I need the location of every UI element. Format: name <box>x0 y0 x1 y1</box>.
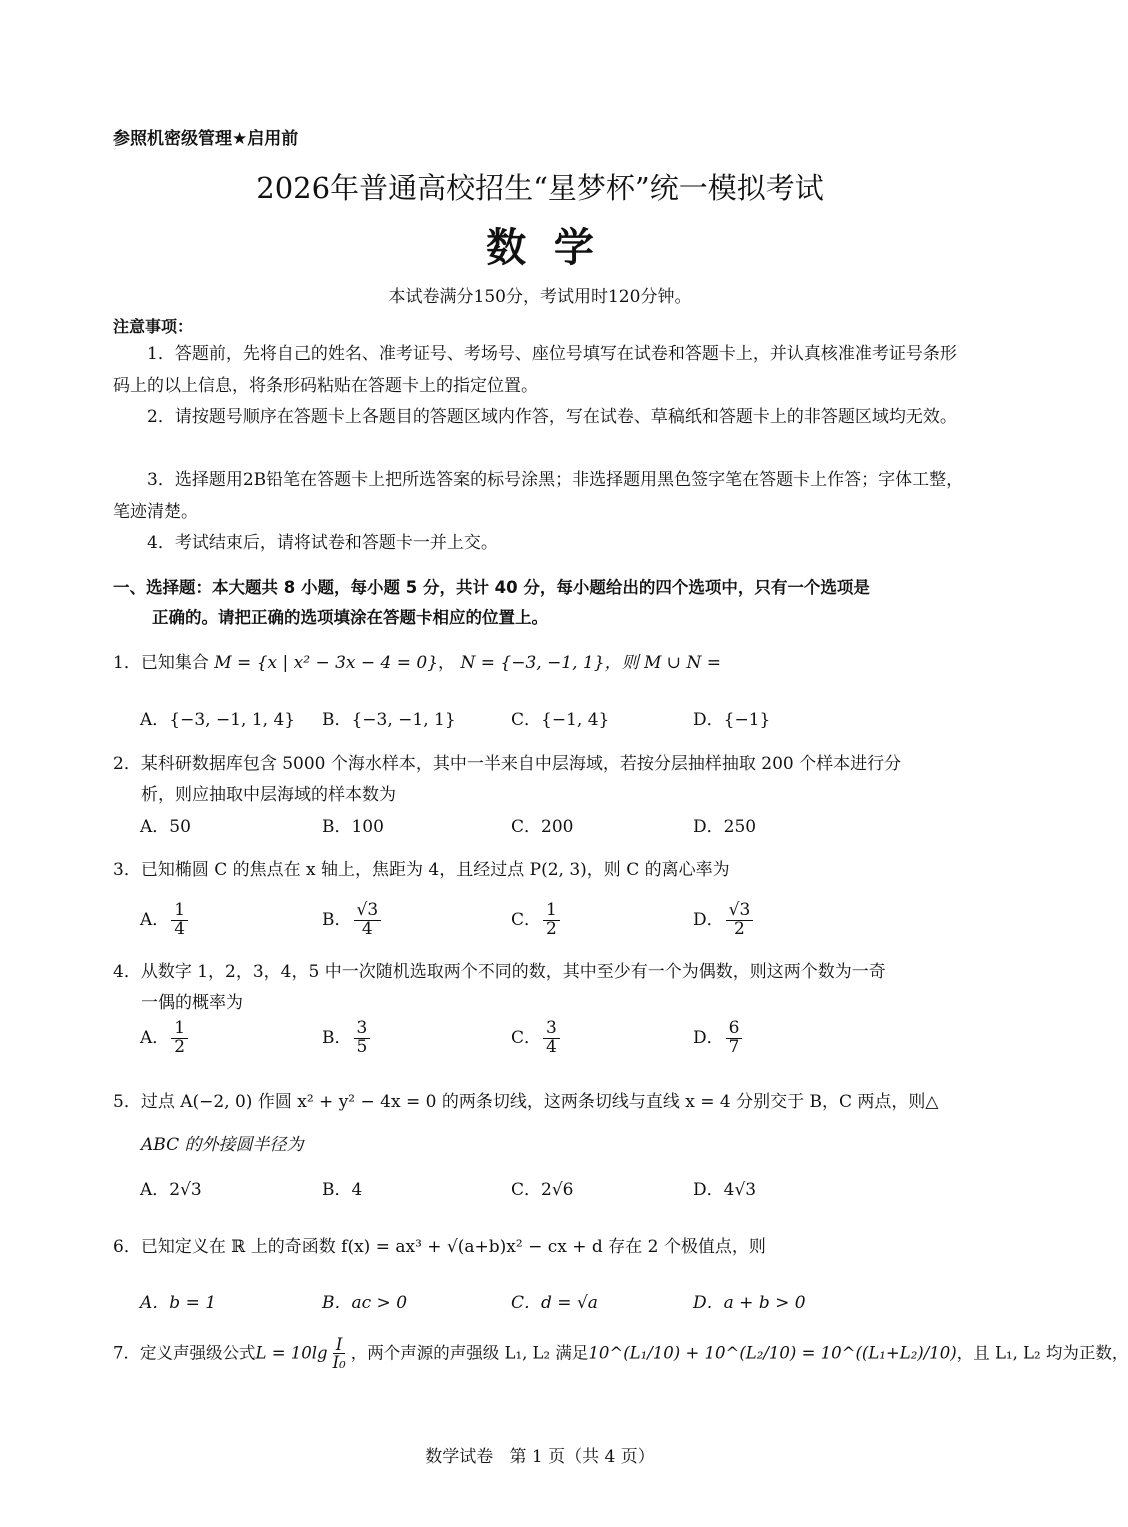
question-5: 5．过点 A(−2, 0) 作圆 x² + y² − 4x = 0 的两条切线，这两条切线与直线 x = 4 分别交于 B，C 两点，则△ <box>113 1092 939 1112</box>
q4-option-a-den: 2 <box>174 1036 186 1057</box>
q2-option-a[interactable]: A．50 <box>140 817 191 837</box>
q1-option-c[interactable]: C．{−1, 4} <box>511 710 610 730</box>
question-1: 1．已知集合 M = {x | x² − 3x − 4 = 0}， N = {−3, −1, 1}，则 M ∪ N = <box>113 653 721 673</box>
secret-level-note: 参照机密级管理★启用前 <box>113 129 299 149</box>
q1-option-b[interactable]: B．{−3, −1, 1} <box>322 710 456 730</box>
exam-title: 2026年普通高校招生“星梦杯”统一模拟考试 <box>256 171 824 205</box>
q1-suffix: ，则 M ∪ N = <box>604 653 721 673</box>
q4-option-d-label: D． <box>693 1027 724 1048</box>
q1-prefix: 1．已知集合 <box>113 653 209 673</box>
q4-option-b-den: 5 <box>356 1036 368 1057</box>
q1-set-n: N = {−3, −1, 1} <box>460 653 605 673</box>
q6-option-d[interactable]: D．a + b > 0 <box>693 1293 806 1313</box>
q1-option-a[interactable]: A．{−3, −1, 1, 4} <box>140 710 296 730</box>
question-6: 6．已知定义在 ℝ 上的奇函数 f(x) = ax³ + √(a+b)x² − cx + d 存在 2 个极值点，则 <box>113 1237 766 1257</box>
q4-option-b[interactable] <box>322 1020 372 1057</box>
question-2: 2．某科研数据库包含 5000 个海水样本，其中一半来自中层海域，若按分层抽样抽取 200 个样本进行分 <box>113 754 902 774</box>
q7-prefix: 7．定义声强级公式 <box>113 1343 256 1363</box>
q3-option-b-den: 4 <box>361 918 373 939</box>
q3-option-a-num: 1 <box>171 902 188 921</box>
q3-option-d-label: D． <box>693 909 724 930</box>
q4-option-a[interactable] <box>140 1020 190 1057</box>
notes-title: 注意事项： <box>113 317 194 336</box>
q5-option-c[interactable]: C．2√6 <box>511 1180 574 1200</box>
question-2-cont: 析，则应抽取中层海域的样本数为 <box>141 785 396 805</box>
note-item-4: 4．考试结束后，请将试卷和答题卡一并上交。 <box>147 533 498 553</box>
q7-suffix: ，且 L₁, L₂ 均为正数， <box>956 1343 1128 1363</box>
q4-option-b-label: B． <box>322 1027 352 1048</box>
q5-option-d[interactable]: D．4√3 <box>693 1180 757 1200</box>
q3-option-b[interactable] <box>322 902 383 939</box>
q6-option-c[interactable]: C．d = √a <box>511 1293 598 1313</box>
q7-frac-den: I₀ <box>332 1353 346 1373</box>
section1-title-cont: 正确的。请把正确的选项填涂在答题卡相应的位置上。 <box>152 608 548 627</box>
question-7 <box>113 1335 1128 1373</box>
q4-option-d[interactable] <box>693 1020 744 1057</box>
q6-option-a[interactable]: A．b = 1 <box>140 1293 217 1313</box>
q1-set-m: M = {x | x² − 3x − 4 = 0} <box>214 653 439 673</box>
q2-option-c[interactable]: C．200 <box>511 817 574 837</box>
q3-option-d[interactable] <box>693 902 755 939</box>
exam-info: 本试卷满分150分，考试用时120分钟。 <box>388 287 692 307</box>
q1-option-d[interactable]: D．{−1} <box>693 710 771 730</box>
q3-option-c[interactable] <box>511 902 562 939</box>
q3-option-d-den: 2 <box>734 918 745 939</box>
q3-option-b-label: B． <box>322 909 352 930</box>
q4-option-d-num: 6 <box>726 1020 743 1039</box>
subject-title: 数 学 <box>486 225 594 271</box>
q2-option-b[interactable]: B．100 <box>322 817 384 837</box>
q7-frac-num: I <box>333 1336 346 1354</box>
note-item-2: 2．请按题号顺序在答题卡上各题目的答题区域内作答，写在试卷、草稿纸和答题卡上的非答题区域均无效。 <box>147 407 957 427</box>
note-item-1: 1．答题前，先将自己的姓名、准考证号、考场号、座位号填写在试卷和答题卡上，并认真核准准考证号条形码上的以上信息，将条形码粘贴在答题卡上的指定位置。 <box>113 344 957 396</box>
q3-option-c-num: 1 <box>543 902 560 921</box>
q4-option-a-num: 1 <box>171 1020 188 1039</box>
q7-equation: 10^(L₁/10) + 10^(L₂/10) = 10^((L₁+L₂)/10) <box>588 1343 957 1363</box>
q6-option-b[interactable]: B．ac > 0 <box>322 1293 408 1313</box>
note-item-3: 3．选择题用2B铅笔在答题卡上把所选答案的标号涂黑；非选择题用黑色签字笔在答题卡上作答；字体工整，笔迹清楚。 <box>113 470 964 522</box>
page-footer: 数学试卷 第 1 页（共 4 页） <box>425 1447 655 1467</box>
question-3: 3．已知椭圆 C 的焦点在 x 轴上，焦距为 4，且经过点 P(2, 3)，则 C 的离心率为 <box>113 860 730 880</box>
q4-option-a-label: A． <box>140 1027 170 1048</box>
q3-option-d-num: √3 <box>726 902 754 921</box>
section1-title: 一、选择题：本大题共 8 小题，每小题 5 分，共计 40 分，每小题给出的四个选项中，只有一个选项是 <box>113 578 870 597</box>
q5-option-b[interactable]: B．4 <box>322 1180 363 1200</box>
question-4-cont: 一偶的概率为 <box>141 993 243 1013</box>
q2-option-d[interactable]: D．250 <box>693 817 757 837</box>
q4-option-d-den: 7 <box>728 1036 740 1057</box>
q3-option-a[interactable] <box>140 902 190 939</box>
q4-option-c[interactable] <box>511 1020 562 1057</box>
q4-option-c-label: C． <box>511 1027 542 1048</box>
question-5-cont: ABC 的外接圆半径为 <box>141 1135 304 1155</box>
q5-option-a[interactable]: A．2√3 <box>140 1180 202 1200</box>
q3-option-b-num: √3 <box>354 902 382 921</box>
q3-option-c-den: 2 <box>546 918 557 939</box>
q4-option-b-num: 3 <box>354 1020 371 1039</box>
question-4: 4．从数字 1，2，3，4，5 中一次随机选取两个不同的数，其中至少有一个为偶数，则这两个数为一奇 <box>113 962 886 982</box>
q3-option-a-label: A． <box>140 909 170 930</box>
q4-option-c-den: 4 <box>546 1036 557 1057</box>
q3-option-c-label: C． <box>511 909 542 930</box>
q3-option-a-den: 4 <box>174 918 186 939</box>
q7-formula-left: L = 10lg <box>255 1343 328 1363</box>
q4-option-c-num: 3 <box>543 1020 560 1039</box>
q7-middle: ，两个声源的声强级 L₁, L₂ 满足 <box>350 1343 589 1363</box>
